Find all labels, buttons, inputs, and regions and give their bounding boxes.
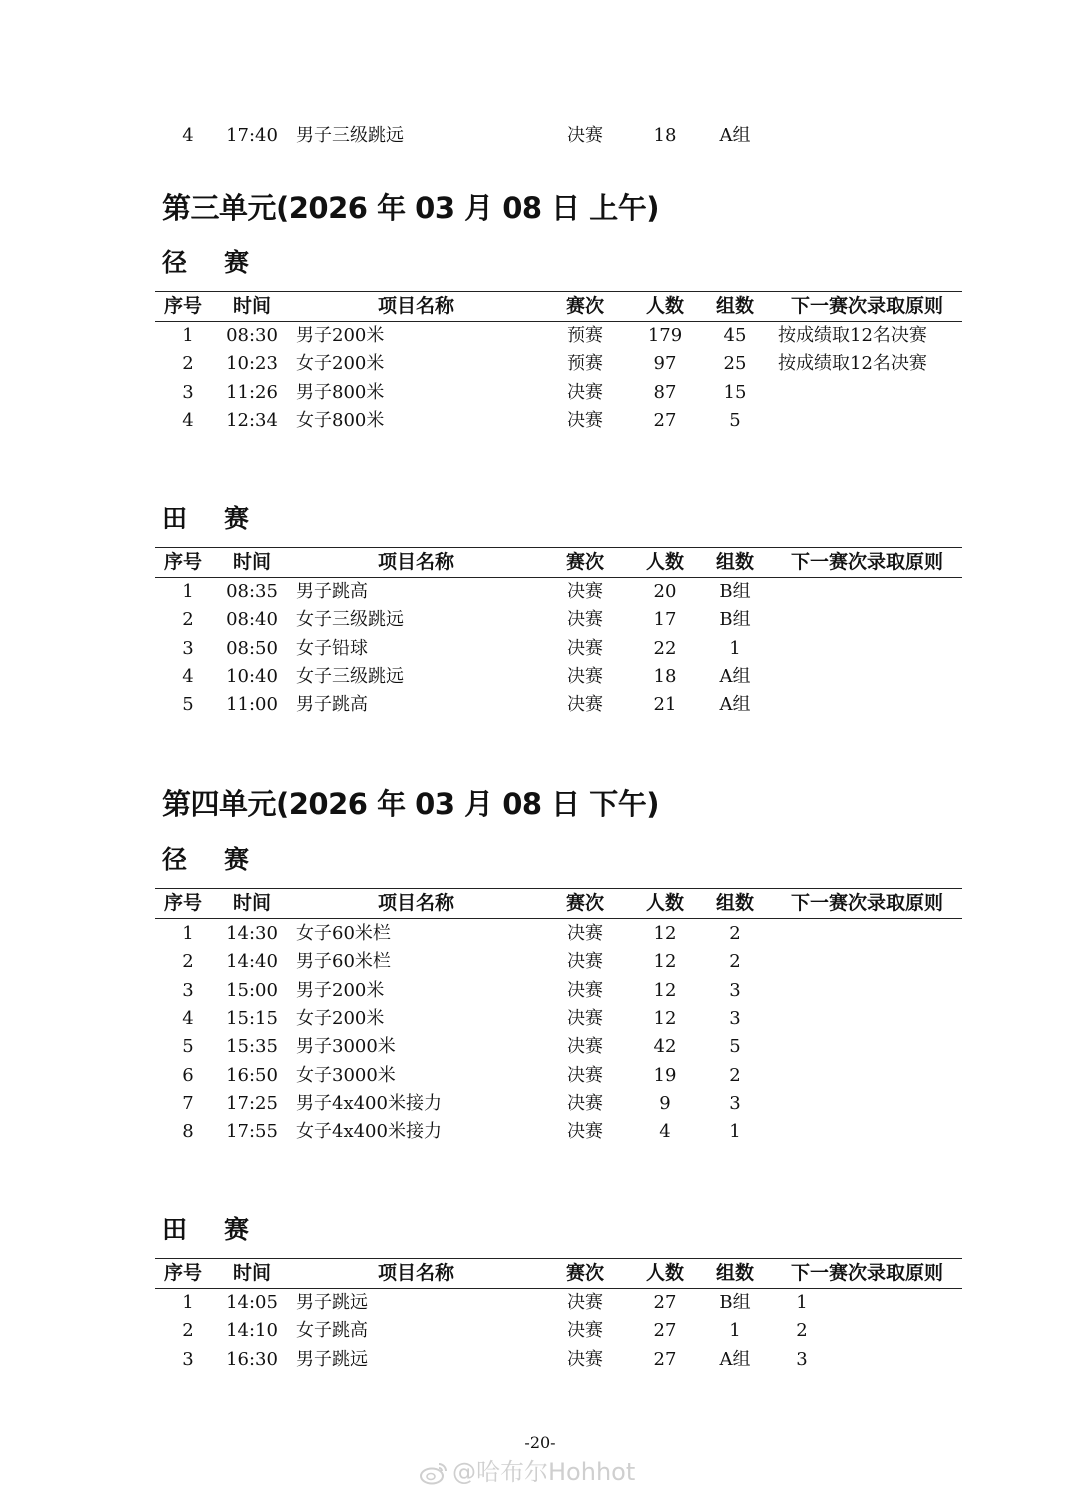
table-row (0, 1033, 1080, 1061)
row-time: 15:00 (226, 979, 278, 1001)
table-row (0, 350, 1080, 378)
row-groups: 1 (729, 637, 741, 659)
row-count: 12 (653, 1007, 677, 1029)
row-count: 9 (659, 1092, 671, 1114)
row-groups: 5 (729, 1036, 741, 1058)
row-groups: 3 (729, 1092, 741, 1114)
row-time: 17:25 (226, 1092, 278, 1114)
table-row (0, 1346, 1080, 1374)
row-number: 8 (182, 1121, 194, 1143)
row-time: 16:50 (226, 1064, 278, 1086)
row-count: 20 (653, 581, 677, 602)
row-count: 27 (653, 1320, 677, 1342)
row-time: 17:40 (226, 125, 278, 146)
row-count: 179 (647, 325, 683, 346)
row-number: 2 (182, 353, 194, 375)
row-event: 女子3000米 (296, 1064, 396, 1086)
table-row (0, 948, 1080, 976)
row-round: 决赛 (567, 923, 603, 944)
row-number: 7 (182, 1092, 194, 1114)
row-count: 18 (653, 125, 677, 146)
table-header: 序号 时间 项目名称 赛次 人数 组数 下一赛次录取原则 (163, 892, 943, 914)
row-round: 决赛 (567, 409, 603, 431)
row-groups: B组 (719, 581, 751, 602)
row-count: 97 (653, 353, 677, 375)
row-number: 3 (182, 1348, 194, 1370)
row-event: 男子跳远 (296, 1348, 368, 1370)
row-round: 预赛 (567, 325, 603, 346)
row-groups: 15 (723, 381, 747, 403)
row-count: 12 (653, 979, 677, 1001)
row-number: 5 (182, 1036, 194, 1058)
row-round: 决赛 (567, 694, 603, 716)
row-count: 42 (653, 1036, 677, 1058)
row-event: 女子60米栏 (296, 923, 391, 944)
table-row (0, 379, 1080, 407)
row-number: 3 (182, 381, 194, 403)
unit4-title: 第四单元(2026 年 03 月 08 日 下午) (162, 787, 660, 821)
table-row (0, 635, 1080, 663)
row-event: 男子跳高 (296, 694, 368, 716)
table-row (0, 122, 1080, 150)
row-number: 2 (182, 609, 194, 631)
row-event: 女子200米 (296, 353, 385, 375)
row-event: 男子4x400米接力 (296, 1092, 442, 1114)
row-round: 决赛 (567, 979, 603, 1001)
table-header: 序号 时间 项目名称 赛次 人数 组数 下一赛次录取原则 (163, 295, 943, 317)
row-count: 21 (653, 694, 677, 716)
row-event: 男子200米 (296, 325, 385, 346)
row-groups: A组 (719, 125, 751, 146)
row-event: 男子三级跳远 (296, 125, 404, 146)
row-count: 4 (659, 1121, 671, 1143)
row-groups: 1 (729, 1320, 741, 1342)
row-time: 08:50 (226, 637, 278, 659)
row-time: 14:30 (226, 923, 278, 944)
table-row (0, 1317, 1080, 1345)
table-row (0, 322, 1080, 350)
row-round: 决赛 (567, 1320, 603, 1342)
row-event: 女子跳高 (296, 1320, 368, 1342)
row-event: 男子跳远 (296, 1292, 368, 1313)
row-round: 决赛 (567, 125, 603, 146)
row-round: 决赛 (567, 1064, 603, 1086)
row-time: 14:05 (226, 1292, 278, 1313)
row-time: 08:30 (226, 325, 278, 346)
row-round: 决赛 (567, 581, 603, 602)
row-event: 女子三级跳远 (296, 609, 404, 631)
row-time: 12:34 (226, 409, 278, 431)
table-row (0, 578, 1080, 606)
row-number: 1 (182, 1292, 194, 1313)
row-count: 27 (653, 409, 677, 431)
row-number: 4 (182, 665, 194, 687)
row-groups: 3 (729, 1007, 741, 1029)
table-row (0, 920, 1080, 948)
table-row (0, 1118, 1080, 1146)
row-round: 决赛 (567, 1292, 603, 1313)
row-time: 15:35 (226, 1036, 278, 1058)
row-count: 12 (653, 951, 677, 973)
row-number: 3 (182, 979, 194, 1001)
row-number: 2 (182, 1320, 194, 1342)
row-number: 4 (182, 125, 194, 146)
row-round: 决赛 (567, 1092, 603, 1114)
row-groups: 25 (723, 353, 747, 375)
page-number: -20- (524, 1433, 556, 1452)
row-time: 16:30 (226, 1348, 278, 1370)
row-groups: 2 (729, 1064, 741, 1086)
table-header: 序号 时间 项目名称 赛次 人数 组数 下一赛次录取原则 (163, 551, 943, 573)
row-count: 27 (653, 1348, 677, 1370)
row-advance-rule: 1 (796, 1292, 808, 1313)
row-event: 女子三级跳远 (296, 665, 404, 687)
row-event: 男子800米 (296, 381, 385, 403)
row-number: 6 (182, 1064, 194, 1086)
row-groups: 3 (729, 979, 741, 1001)
unit3-field-title: 田 赛 (162, 504, 250, 533)
weibo-icon (420, 1461, 448, 1485)
row-number: 1 (182, 581, 194, 602)
row-count: 18 (653, 665, 677, 687)
row-count: 87 (653, 381, 677, 403)
table-row (0, 1289, 1080, 1317)
row-round: 决赛 (567, 609, 603, 631)
row-groups: B组 (719, 609, 751, 631)
row-time: 11:00 (226, 694, 278, 716)
row-groups: A组 (719, 665, 751, 687)
row-count: 17 (653, 609, 677, 631)
row-round: 决赛 (567, 665, 603, 687)
unit4-track-title: 径 赛 (162, 845, 250, 874)
row-groups: A组 (719, 1348, 751, 1370)
row-time: 14:10 (226, 1320, 278, 1342)
table-row (0, 407, 1080, 435)
row-groups: A组 (719, 694, 751, 716)
row-number: 3 (182, 637, 194, 659)
table-row (0, 691, 1080, 719)
watermark: @哈布尔Hohhot (420, 1455, 635, 1489)
row-round: 预赛 (567, 353, 603, 375)
table-row (0, 1062, 1080, 1090)
table-header: 序号 时间 项目名称 赛次 人数 组数 下一赛次录取原则 (163, 1262, 943, 1284)
unit4-field-title: 田 赛 (162, 1215, 250, 1244)
row-time: 10:23 (226, 353, 278, 375)
row-round: 决赛 (567, 1007, 603, 1029)
row-time: 10:40 (226, 665, 278, 687)
row-event: 女子4x400米接力 (296, 1121, 442, 1143)
row-number: 1 (182, 923, 194, 944)
row-groups: B组 (719, 1292, 751, 1313)
row-event: 女子200米 (296, 1007, 385, 1029)
row-groups: 5 (729, 409, 741, 431)
row-advance-rule: 3 (796, 1348, 808, 1370)
row-round: 决赛 (567, 1036, 603, 1058)
row-count: 27 (653, 1292, 677, 1313)
row-count: 19 (653, 1064, 677, 1086)
row-round: 决赛 (567, 1348, 603, 1370)
row-round: 决赛 (567, 951, 603, 973)
unit3-track-title: 径 赛 (162, 248, 250, 277)
row-number: 4 (182, 1007, 194, 1029)
row-time: 08:35 (226, 581, 278, 602)
table-row (0, 977, 1080, 1005)
row-groups: 2 (729, 923, 741, 944)
row-groups: 1 (729, 1121, 741, 1143)
row-event: 男子跳高 (296, 581, 368, 602)
unit3-title: 第三单元(2026 年 03 月 08 日 上午) (162, 191, 660, 225)
row-number: 5 (182, 694, 194, 716)
row-advance-rule: 按成绩取12名决赛 (778, 353, 927, 375)
table-row (0, 1090, 1080, 1118)
row-time: 11:26 (226, 381, 278, 403)
table-header-rule (155, 918, 962, 919)
row-event: 女子800米 (296, 409, 385, 431)
row-time: 08:40 (226, 609, 278, 631)
row-count: 22 (653, 637, 677, 659)
row-number: 1 (182, 325, 194, 346)
row-advance-rule: 按成绩取12名决赛 (778, 325, 927, 346)
row-count: 12 (653, 923, 677, 944)
row-event: 女子铅球 (296, 637, 368, 659)
row-event: 男子3000米 (296, 1036, 396, 1058)
row-event: 男子60米栏 (296, 951, 391, 973)
table-row (0, 663, 1080, 691)
table-row (0, 606, 1080, 634)
row-time: 17:55 (226, 1121, 278, 1143)
row-round: 决赛 (567, 1121, 603, 1143)
row-time: 14:40 (226, 951, 278, 973)
row-round: 决赛 (567, 637, 603, 659)
row-number: 4 (182, 409, 194, 431)
row-groups: 2 (729, 951, 741, 973)
row-event: 男子200米 (296, 979, 385, 1001)
row-number: 2 (182, 951, 194, 973)
row-groups: 45 (723, 325, 747, 346)
row-time: 15:15 (226, 1007, 278, 1029)
row-round: 决赛 (567, 381, 603, 403)
table-row (0, 1005, 1080, 1033)
row-advance-rule: 2 (796, 1320, 808, 1342)
